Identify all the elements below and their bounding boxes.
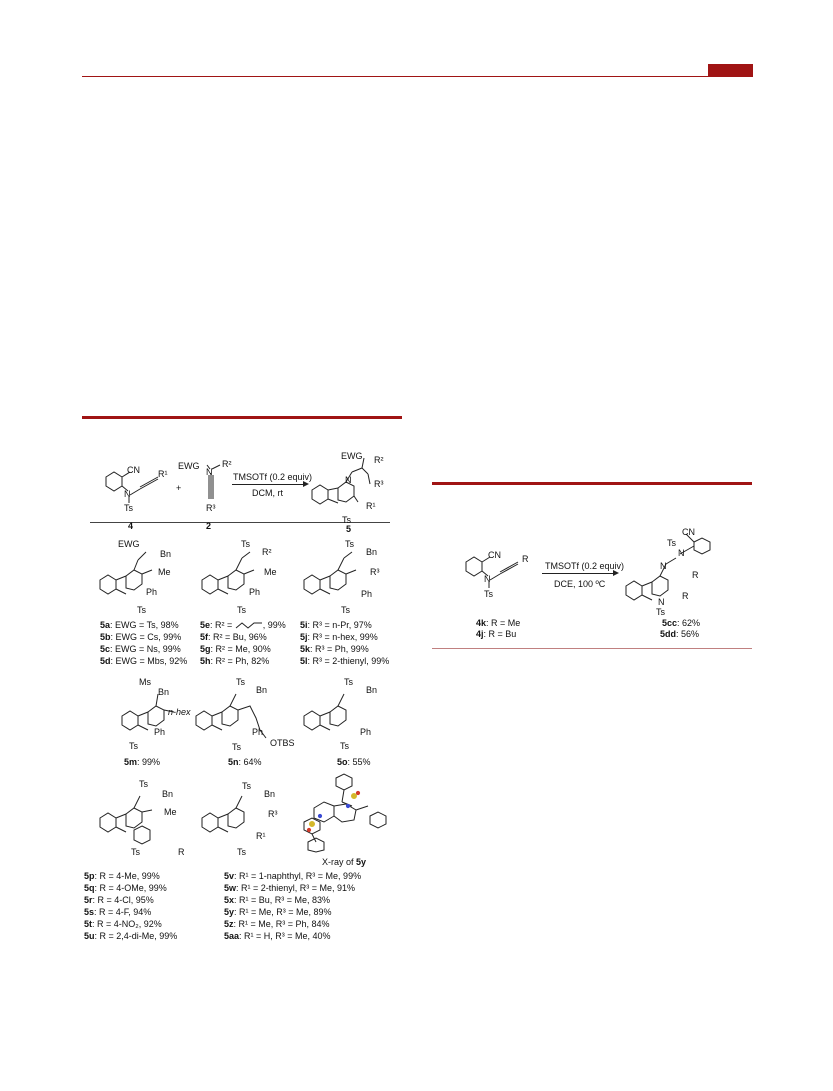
reactant-2-number: 2 [206,521,212,531]
entry-5s: 5s: R = 4-F, 94% [84,907,152,917]
scheme3-top-rule [432,482,752,485]
s3p-r2-label: R [682,591,689,601]
scheme3-bottom-rule [432,648,752,649]
s3p-ts-label: Ts [667,538,676,548]
product-5-r1-label: R¹ [366,501,376,511]
plus-sign: + [176,483,182,493]
scheme2-condition-1: TMSOTf (0.2 equiv) [233,472,313,482]
s5-ts2-label: Ts [232,742,241,752]
product-5-r3-label: R³ [374,479,384,489]
reactant-4-ts-label: Ts [124,503,133,513]
reactant-2-ewg-label: EWG [178,461,200,471]
product-5cc-structure [622,524,732,624]
entry-5u: 5u: R = 2,4-di-Me, 99% [84,931,178,941]
entry-5a: 5a: EWG = Ts, 98% [100,620,179,630]
s8-r1-label: R¹ [256,831,266,841]
s3p-cn-label: CN [682,527,695,537]
s6-ts2-label: Ts [340,741,349,751]
reactant-4k-structure [456,540,546,600]
product-5-number: 5 [346,524,352,534]
s2-ph-label: Ph [249,587,261,597]
s4-ts-label: Ts [129,741,138,751]
s6-ph-label: Ph [360,727,372,737]
entry-4j: 4j: R = Bu [476,629,517,639]
product-5-r2-label: R² [374,455,384,465]
s7-bn-label: Bn [162,789,174,799]
s3p-r-label: R [692,570,699,580]
s8-r3-label: R³ [268,809,278,819]
entry-5t: 5t: R = 4-NO₂, 92% [84,919,162,929]
structure-5p-5u [96,778,206,863]
s1-bn-label: Bn [160,549,172,559]
entry-5p: 5p: R = 4-Me, 99% [84,871,160,881]
entry-5v: 5v: R¹ = 1-naphthyl, R³ = Me, 99% [224,871,362,881]
s5-ph-label: Ph [252,727,264,737]
s2-me-label: Me [264,567,277,577]
s3r-n-label: N [484,574,491,584]
s3r-ts-label: Ts [484,589,493,599]
reactant-4-cn-label: CN [127,465,140,475]
entry-5o: 5o: 55% [337,757,371,767]
reactant-2-r2-label: R² [222,459,232,469]
s3-ts2-label: Ts [341,605,350,615]
entry-5e: 5e: R² = , 99% [200,620,286,630]
entry-5d: 5d: EWG = Mbs, 92% [100,656,188,666]
s1-ts-label: Ts [137,605,146,615]
reactant-4-n-label: N [124,489,131,499]
s4-ms-label: Ms [139,677,151,687]
entry-5cc: 5cc: 62% [662,618,701,628]
entry-5n: 5n: 64% [228,757,262,767]
s8-ts2-label: Ts [237,847,246,857]
entry-5q: 5q: R = 4-OMe, 99% [84,883,167,893]
s8-ts-label: Ts [242,781,251,791]
entry-5c: 5c: EWG = Ns, 99% [100,644,181,654]
s3p-n2-label: N [660,561,667,571]
entry-5h: 5h: R² = Ph, 82% [200,656,270,666]
s3-ts-label: Ts [345,539,354,549]
allyl-group-icon [235,621,263,630]
entry-5dd: 5dd: 56% [660,629,700,639]
product-5-ts-label: Ts [342,515,351,525]
reactant-4-number: 4 [128,521,134,531]
header-accent-block [708,64,753,77]
product-5-n-label: N [345,475,352,485]
s6-ts-label: Ts [344,677,353,687]
entry-5w: 5w: R¹ = 2-thienyl, R³ = Me, 91% [224,883,356,893]
product-5-ewg-label: EWG [341,451,363,461]
s7-ts2-label: Ts [131,847,140,857]
entry-5x: 5x: R¹ = Bu, R³ = Me, 83% [224,895,331,905]
s2-ts-label: Ts [241,539,250,549]
scheme3-arrow-head [613,570,619,576]
scheme3-condition-2: DCE, 100 ºC [554,579,606,589]
xray-caption: X-ray of 5y [322,857,367,867]
s8-bn-label: Bn [264,789,276,799]
s3-r3-label: R³ [370,567,380,577]
s4-bn-label: Bn [158,687,170,697]
s4-ph-label: Ph [154,727,166,737]
s5-ts-label: Ts [236,677,245,687]
s1-ph-label: Ph [146,587,158,597]
entry-5i: 5i: R³ = n-Pr, 97% [300,620,372,630]
scheme2-condition-2: DCM, rt [252,488,283,498]
scheme2-reaction-arrow [232,484,306,485]
xray-structure-image [296,772,396,852]
scheme3-condition-1: TMSOTf (0.2 equiv) [545,561,625,571]
s3r-r-label: R [522,554,529,564]
scheme3-reaction-arrow [542,573,616,574]
s3p-n3-label: N [658,597,665,607]
s5-bn-label: Bn [256,685,268,695]
entry-5b: 5b: EWG = Cs, 99% [100,632,182,642]
scheme2-top-rule [82,416,402,419]
entry-4k: 4k: R = Me [476,618,521,628]
header-rule [82,76,752,77]
entry-5k: 5k: R³ = Ph, 99% [300,644,369,654]
s1-me-label: Me [158,567,171,577]
s1-ewg-label: EWG [118,539,140,549]
s3-bn-label: Bn [366,547,378,557]
s5-otbs-label: OTBS [270,738,295,748]
entry-5m: 5m: 99% [124,757,161,767]
s4-nhex-label: n-hex [168,707,191,717]
entry-5z: 5z: R¹ = Me, R³ = Ph, 84% [224,919,330,929]
s7-me-label: Me [164,807,177,817]
s2-ts2-label: Ts [237,605,246,615]
entry-5g: 5g: R² = Me, 90% [200,644,271,654]
entry-5j: 5j: R³ = n-hex, 99% [300,632,378,642]
s2-r2-label: R² [262,547,272,557]
reactant-2-r3-label: R³ [206,503,216,513]
s3-ph-label: Ph [361,589,373,599]
entry-5r: 5r: R = 4-Cl, 95% [84,895,154,905]
entry-5aa: 5aa: R¹ = H, R³ = Me, 40% [224,931,331,941]
s3p-n-label: N [678,548,685,558]
s7-r-label: R [178,847,185,857]
reactant-2-n-label: N [206,467,213,477]
s3p-ts2-label: Ts [656,607,665,617]
reactant-4-r1-label: R¹ [158,469,168,479]
s3r-cn-label: CN [488,550,501,560]
entry-5y: 5y: R¹ = Me, R³ = Me, 89% [224,907,332,917]
s6-bn-label: Bn [366,685,378,695]
s7-ts-label: Ts [139,779,148,789]
entry-5l: 5l: R³ = 2-thienyl, 99% [300,656,390,666]
entry-5f: 5f: R² = Bu, 96% [200,632,267,642]
reactant-4-structure [96,455,186,515]
